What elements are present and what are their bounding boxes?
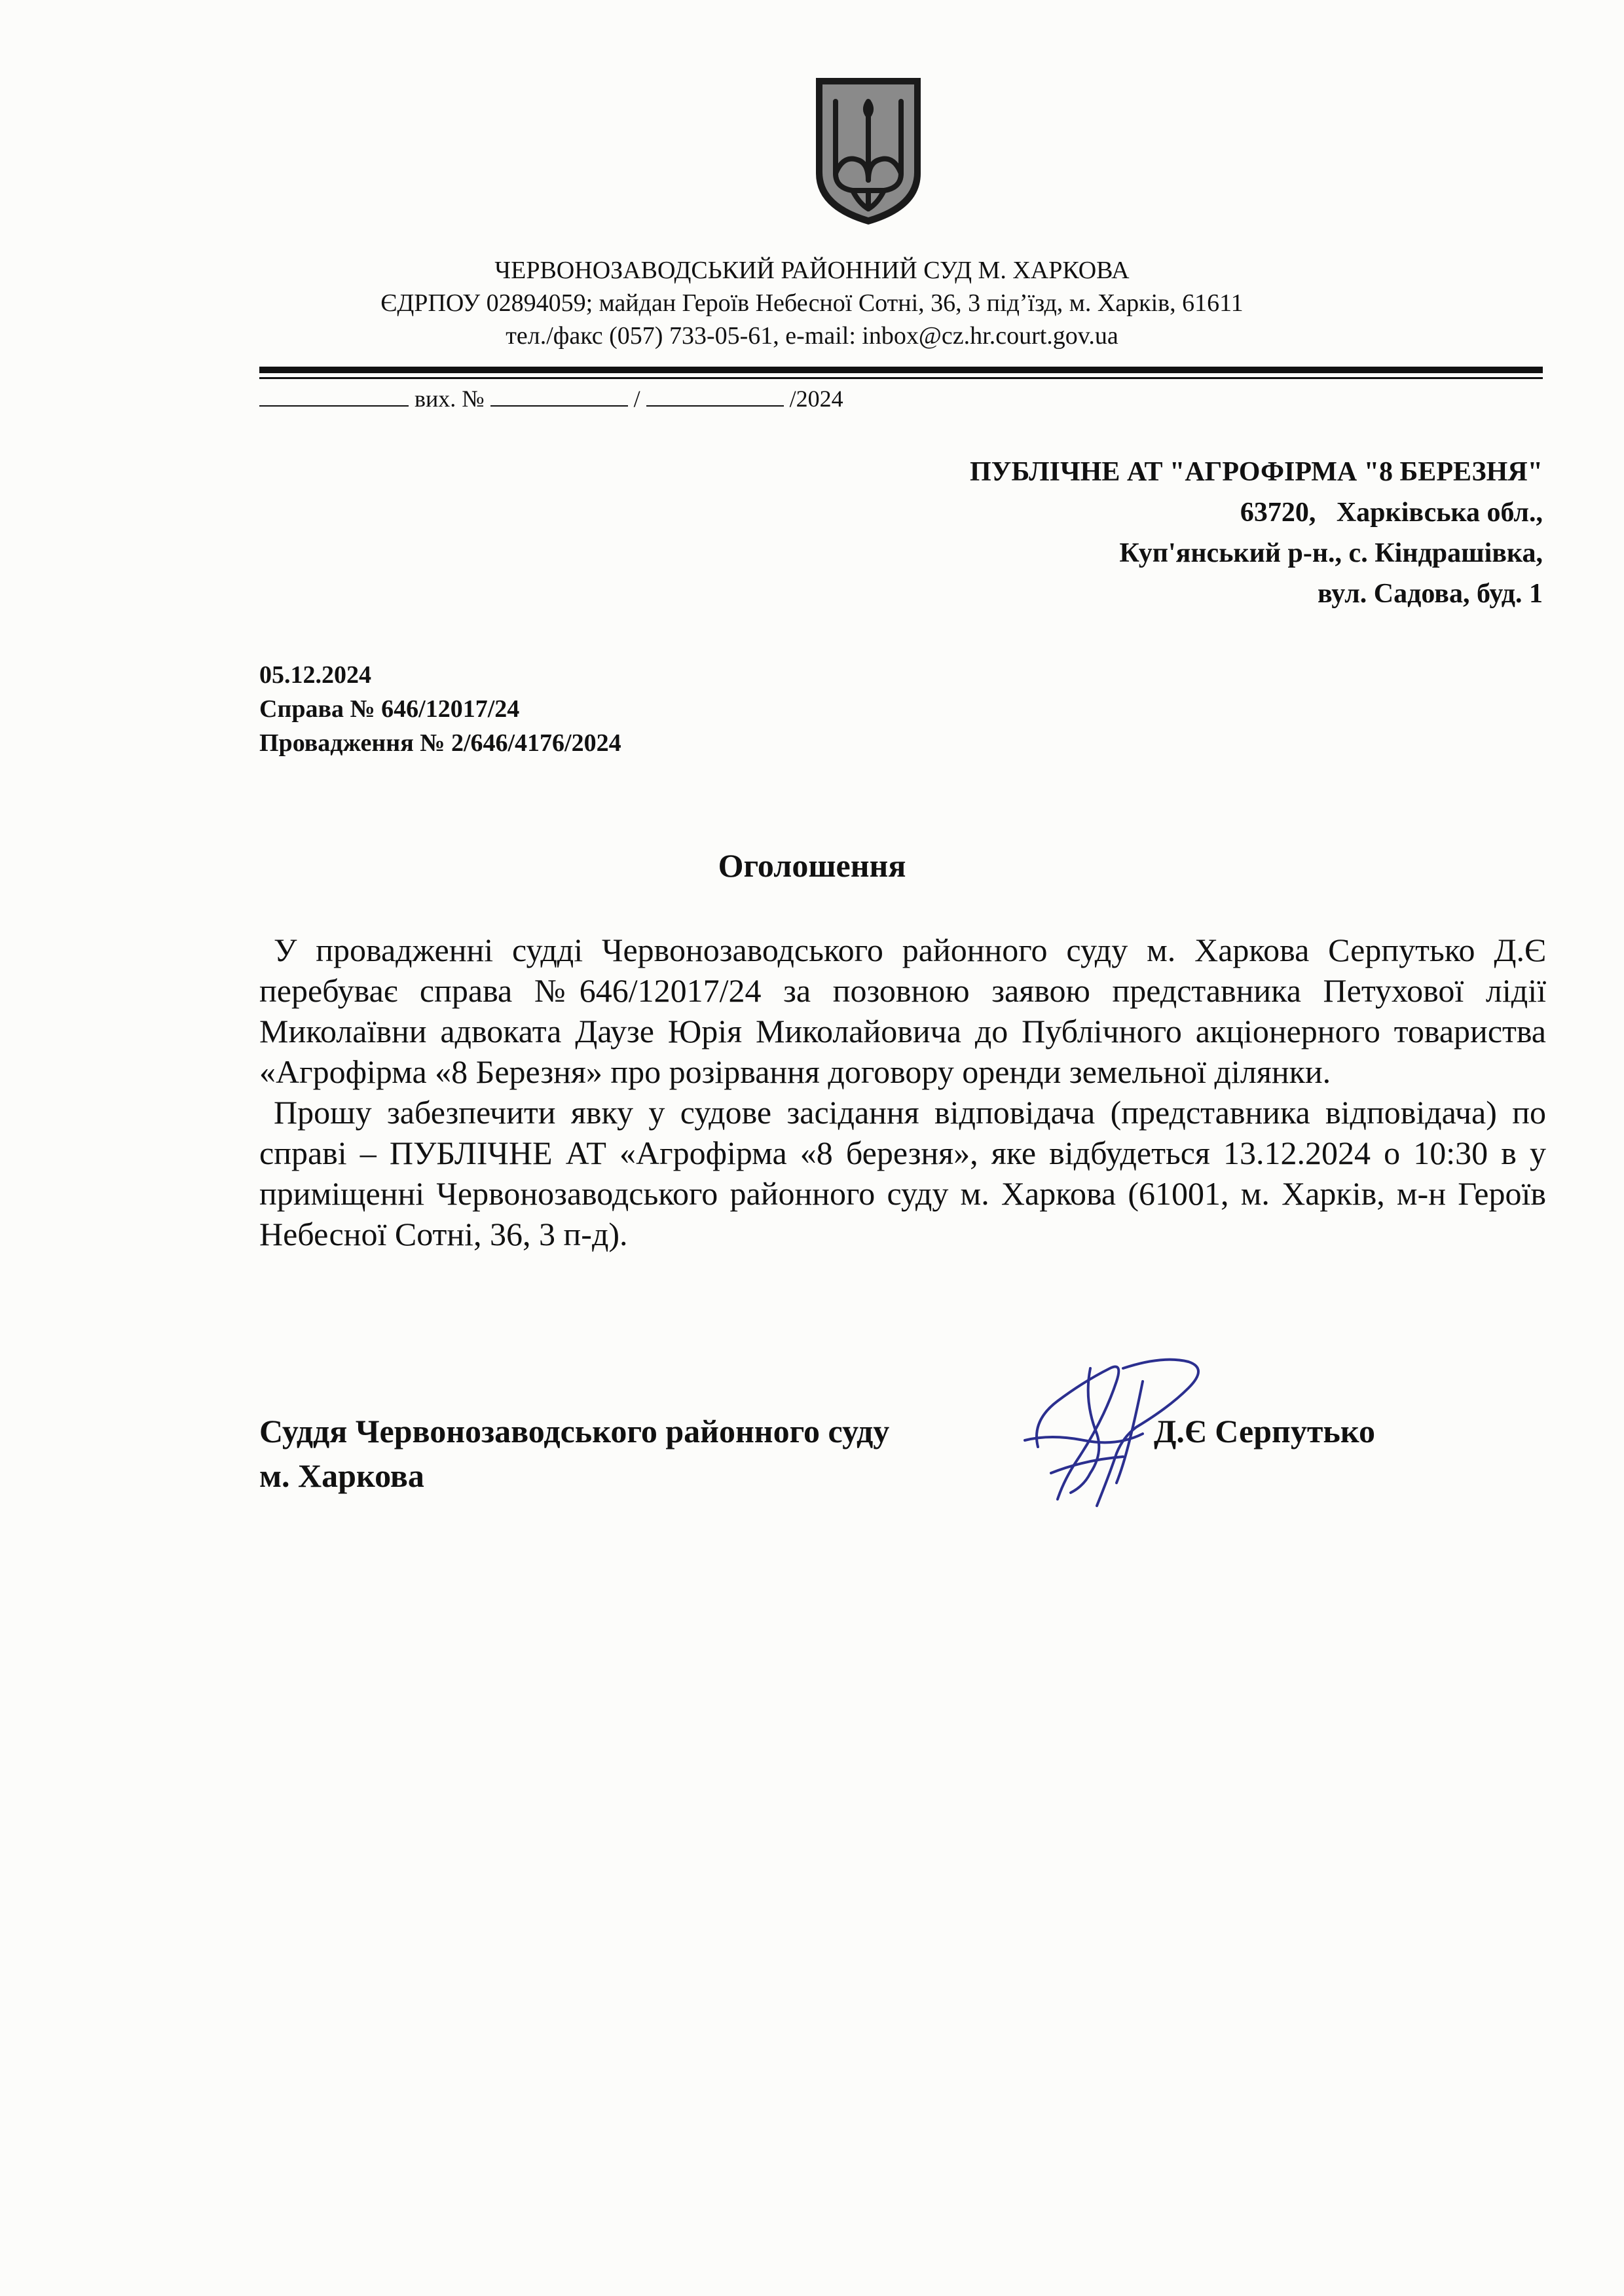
addressee-line1: 63720, Харківська обл., <box>1240 498 1543 528</box>
signer-position <box>259 1409 889 1498</box>
letter-date: 05.12.2024 <box>259 661 371 689</box>
case-number: Справа № 646/12017/24 <box>259 695 520 723</box>
body-paragraph-2: Прошу забезпечити явку у судове засідання відповідача (представника відповідача) по справі – ПУБЛІЧНЕ АТ «Агрофірма «8 березня», яке відбудеться 13.12.2024 о 10:30 в у приміщенні Червонозаводського районного суду м. Харкова (61001, м. Харків, м-н Героїв Небесної Сотні, 36, 3 п-д). <box>259 1094 1546 1252</box>
document-title: Оголошення <box>718 847 906 884</box>
outgoing-year: /2024 <box>789 386 843 412</box>
outgoing-blank-3 <box>646 383 784 407</box>
outgoing-blank-1 <box>259 383 409 407</box>
trident-emblem-icon <box>813 75 923 227</box>
outgoing-blank-2 <box>490 383 628 407</box>
court-name: ЧЕРВОНОЗАВОДСЬКИЙ РАЙОННИЙ СУД М. ХАРКОВА <box>494 257 1130 284</box>
header-divider-thick <box>259 367 1543 373</box>
addressee-line3: вул. Садова, буд. 1 <box>1318 579 1543 609</box>
proceeding-number: Провадження № 2/646/4176/2024 <box>259 729 621 757</box>
addressee-line2: Куп'янський р-н., с. Кіндрашівка, <box>1119 538 1543 568</box>
body-paragraph-1: У провадженні судді Червонозаводського районного суду м. Харкова Серпутько Д.Є перебуває справа №646/12017/24 за позовною заявою представника Петухової лідії Миколаївни адвоката Даузе Юрія Миколайовича до Публічного акціонерного товариства «Агрофірма «8 Березня» про розірвання договору оренди земельної ділянки. <box>259 932 1546 1090</box>
addressee-block <box>970 452 1543 614</box>
signer-position-line2: м. Харкова <box>259 1457 424 1494</box>
court-contacts: тел./факс (057) 733-05-61, e-mail: inbox@cz.hr.court.gov.ua <box>506 322 1118 350</box>
addressee-name: ПУБЛІЧНЕ АТ "АГРОФІРМА "8 БЕРЕЗНЯ" <box>970 457 1543 487</box>
announcement-body <box>259 930 1546 1254</box>
signer-name: Д.Є Серпутько <box>1154 1413 1375 1449</box>
outgoing-number-line <box>259 382 843 415</box>
case-meta <box>259 658 621 760</box>
header-divider-thin <box>259 377 1543 379</box>
outgoing-separator: / <box>633 386 640 412</box>
outgoing-label: вих. № <box>415 386 485 412</box>
signer-position-line1: Суддя Червонозаводського районного суду <box>259 1413 890 1449</box>
court-requisites: ЄДРПОУ 02894059; майдан Героїв Небесної Сотні, 36, 3 під’їзд, м. Харків, 61611 <box>380 289 1244 317</box>
